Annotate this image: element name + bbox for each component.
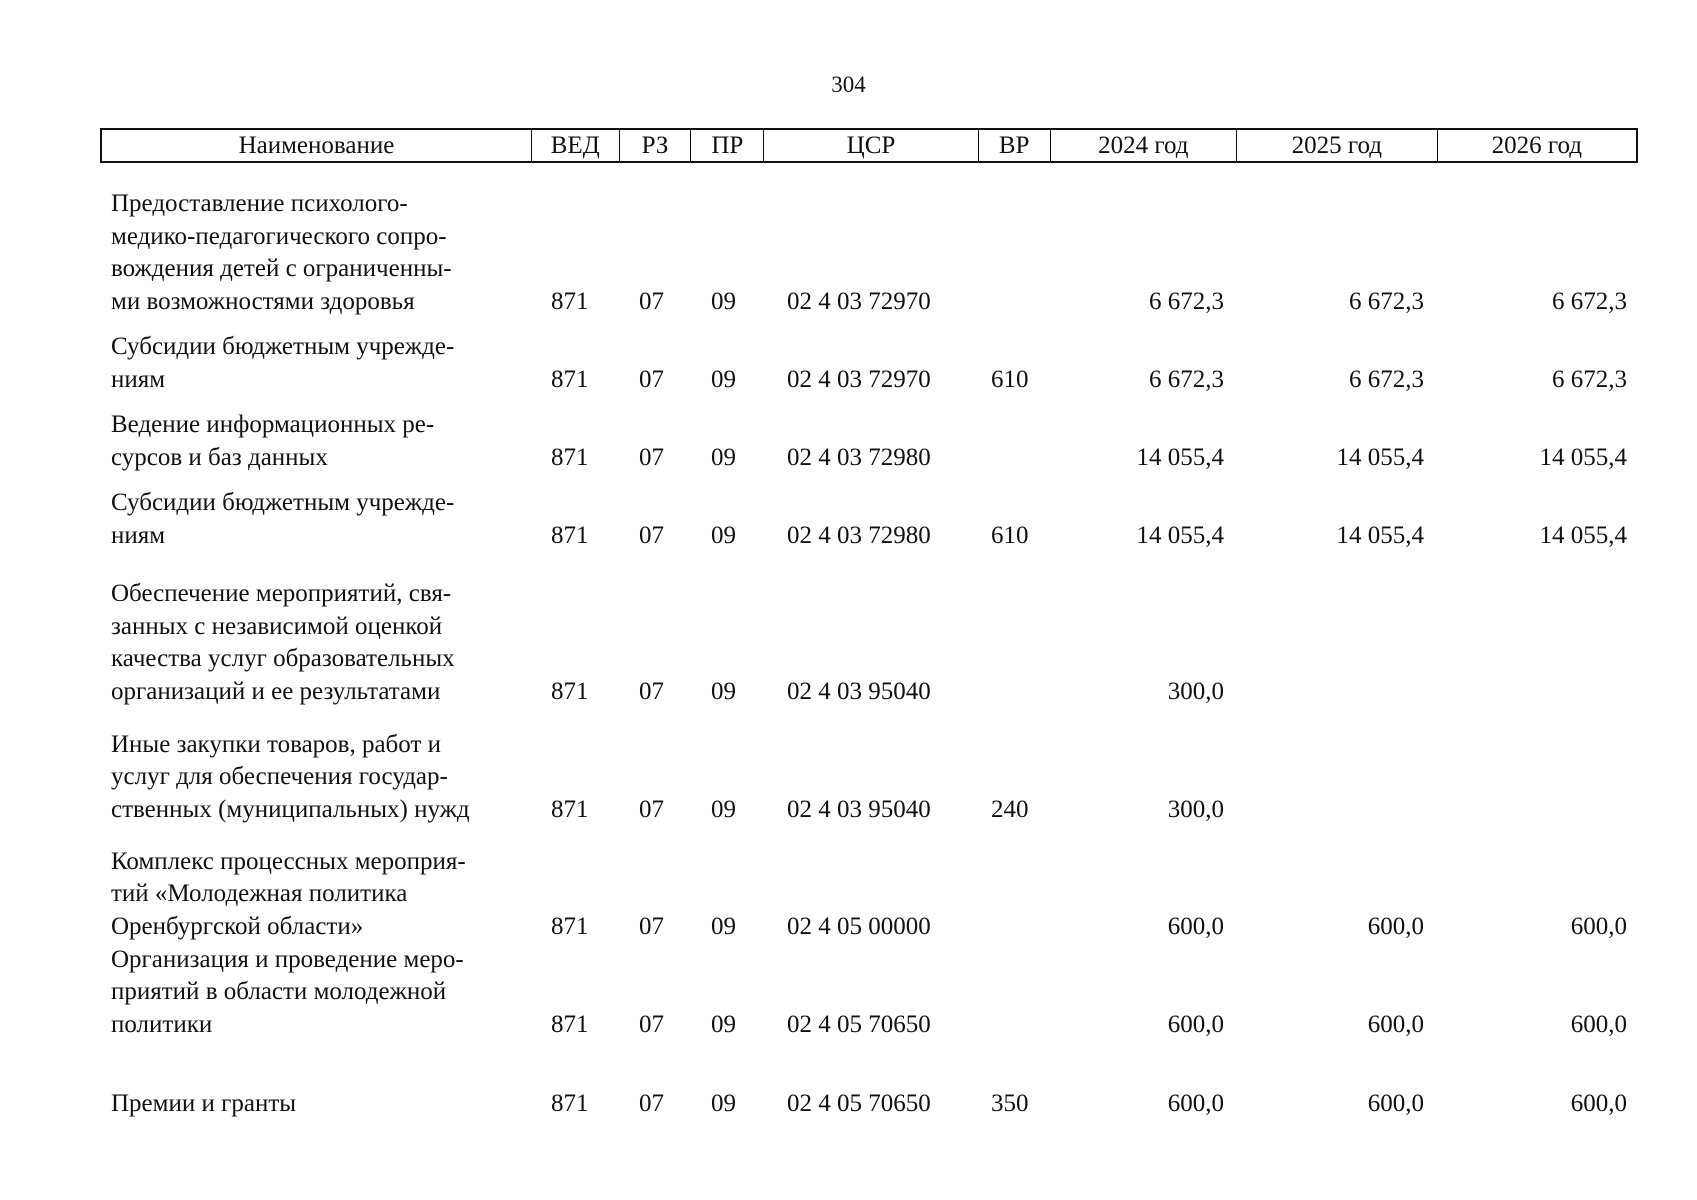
row-2026: 6 672,3	[1552, 287, 1627, 315]
table-row	[100, 409, 1638, 474]
table-row	[100, 845, 1638, 943]
row-2025: 600,0	[1367, 912, 1424, 940]
row-2024: 6 672,3	[1149, 365, 1224, 393]
row-rz: 07	[639, 521, 664, 549]
row-vr: 350	[991, 1089, 1029, 1117]
row-pr: 09	[711, 912, 736, 940]
row-rz: 07	[639, 912, 664, 940]
row-vr: 610	[991, 521, 1029, 549]
row-2025: 600,0	[1367, 1010, 1424, 1038]
row-name: Организация и проведение меро- приятий в области молодежной политики	[111, 945, 464, 1038]
row-csr: 02 4 05 70650	[787, 1010, 931, 1038]
row-rz: 07	[639, 365, 664, 393]
table-row	[100, 188, 1638, 318]
row-csr: 02 4 03 72970	[787, 287, 931, 315]
row-2025: 14 055,4	[1336, 443, 1424, 471]
row-2026: 6 672,3	[1552, 365, 1627, 393]
header-rz: РЗ	[620, 130, 692, 161]
row-pr: 09	[711, 521, 736, 549]
table-row	[100, 943, 1638, 1041]
row-2024: 14 055,4	[1136, 521, 1224, 549]
header-pr: ПР	[691, 130, 764, 161]
row-vr: 610	[991, 365, 1029, 393]
table-row	[100, 728, 1638, 826]
row-ved: 871	[551, 521, 589, 549]
row-2025: 14 055,4	[1336, 521, 1424, 549]
row-2024: 6 672,3	[1149, 287, 1224, 315]
row-rz: 07	[639, 677, 664, 705]
row-name: Комплекс процессных мероприя- тий «Молодежная политика Оренбургской области»	[111, 847, 466, 940]
header-2024: 2024 год	[1051, 130, 1238, 161]
row-pr: 09	[711, 795, 736, 823]
row-2024: 300,0	[1167, 795, 1224, 823]
row-csr: 02 4 03 72980	[787, 521, 931, 549]
row-2026: 14 055,4	[1539, 521, 1627, 549]
row-2024: 300,0	[1167, 677, 1224, 705]
row-ved: 871	[551, 1089, 589, 1117]
row-rz: 07	[639, 1089, 664, 1117]
row-name: Премии и гранты	[111, 1089, 297, 1117]
row-2026: 600,0	[1570, 1010, 1627, 1038]
table-row	[100, 487, 1638, 552]
row-ved: 871	[551, 795, 589, 823]
table-header	[100, 128, 1638, 163]
row-rz: 07	[639, 1010, 664, 1038]
row-ved: 871	[551, 287, 589, 315]
row-2026: 14 055,4	[1539, 443, 1627, 471]
row-pr: 09	[711, 365, 736, 393]
row-rz: 07	[639, 443, 664, 471]
header-vr: ВР	[979, 130, 1051, 161]
row-csr: 02 4 05 00000	[787, 912, 931, 940]
row-pr: 09	[711, 287, 736, 315]
row-2024: 600,0	[1167, 1089, 1224, 1117]
page-number: 304	[831, 72, 866, 97]
row-2025: 6 672,3	[1349, 365, 1424, 393]
row-name: Предоставление психолого- медико-педагогического сопро- вождения детей с ограниченны- ми возможностями здоровья	[111, 190, 452, 315]
row-csr: 02 4 03 72970	[787, 365, 931, 393]
row-2025: 600,0	[1367, 1089, 1424, 1117]
row-ved: 871	[551, 677, 589, 705]
row-csr: 02 4 03 95040	[787, 677, 931, 705]
header-2026: 2026 год	[1491, 131, 1582, 159]
row-ved: 871	[551, 1010, 589, 1038]
row-name: Иные закупки товаров, работ и услуг для обеспечения государ- ственных (муниципальных) нужд	[111, 730, 470, 823]
row-ved: 871	[551, 912, 589, 940]
row-vr: 240	[991, 795, 1029, 823]
table-row	[100, 331, 1638, 396]
row-rz: 07	[639, 795, 664, 823]
row-name: Субсидии бюджетным учрежде- ниям	[111, 333, 455, 393]
row-csr: 02 4 03 72980	[787, 443, 931, 471]
row-name: Обеспечение мероприятий, свя- занных с независимой оценкой качества услуг образовательных организаций и ее результатами	[111, 580, 455, 705]
row-2024: 14 055,4	[1136, 443, 1224, 471]
header-ved: ВЕД	[532, 130, 620, 161]
row-2024: 600,0	[1167, 1010, 1224, 1038]
header-2025: 2025 год	[1237, 130, 1437, 161]
row-ved: 871	[551, 365, 589, 393]
row-2024: 600,0	[1167, 912, 1224, 940]
row-csr: 02 4 05 70650	[787, 1089, 931, 1117]
table-row	[100, 1087, 1638, 1120]
row-ved: 871	[551, 443, 589, 471]
row-pr: 09	[711, 1089, 736, 1117]
row-pr: 09	[711, 443, 736, 471]
row-pr: 09	[711, 1010, 736, 1038]
row-rz: 07	[639, 287, 664, 315]
table-row	[100, 578, 1638, 708]
row-pr: 09	[711, 677, 736, 705]
row-csr: 02 4 03 95040	[787, 795, 931, 823]
row-2026: 600,0	[1570, 1089, 1627, 1117]
header-csr: ЦСР	[764, 130, 978, 161]
row-name: Ведение информационных ре- сурсов и баз данных	[111, 411, 435, 471]
row-2025: 6 672,3	[1349, 287, 1424, 315]
header-name: Наименование	[102, 130, 532, 161]
row-name: Субсидии бюджетным учрежде- ниям	[111, 489, 455, 549]
row-2026: 600,0	[1570, 912, 1627, 940]
